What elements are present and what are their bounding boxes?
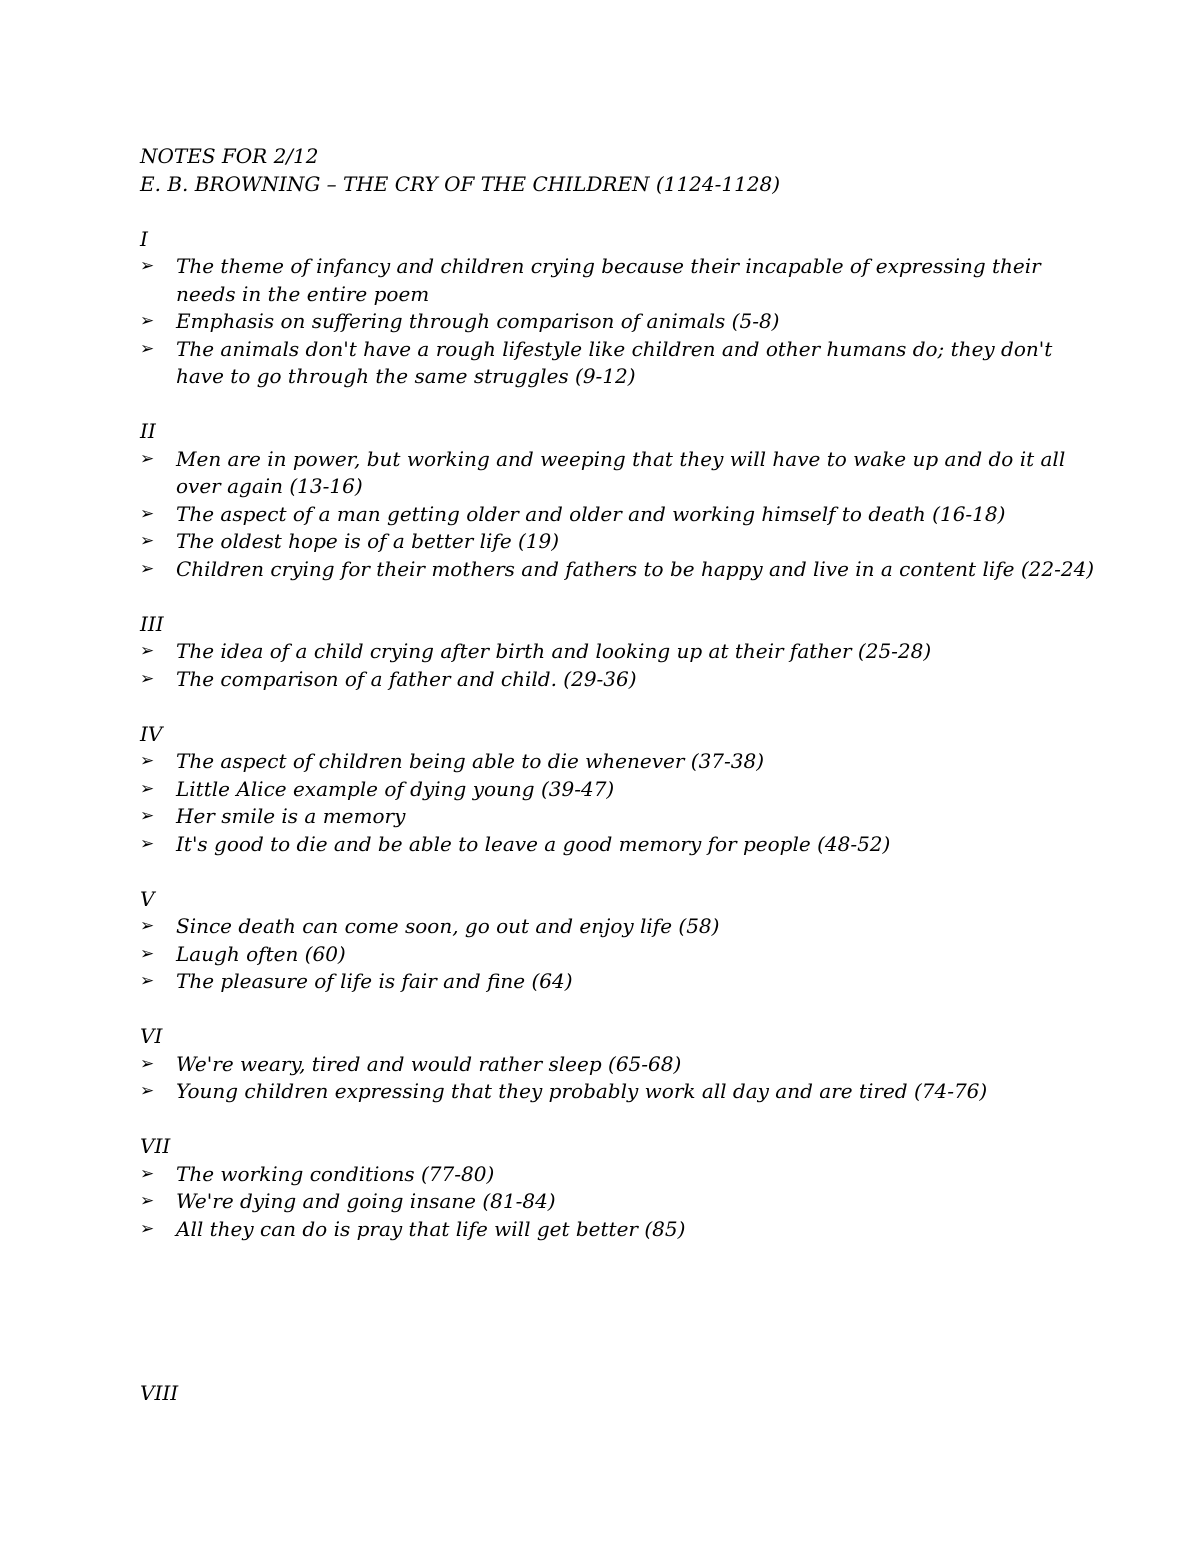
bullet-text: We're weary, tired and would rather sleep (65-68) (176, 1051, 682, 1076)
bullet-text: The theme of infancy and children crying because their incapable of expressing their needs in the entire poem (176, 254, 1041, 306)
list-item (140, 501, 1100, 529)
bullet-text: The idea of a child crying after birth and looking up at their father (25-28) (176, 639, 932, 663)
list-item (140, 1078, 1100, 1106)
section-label: III (140, 611, 164, 636)
arrowhead-bullet-icon: ➢ (140, 1163, 155, 1184)
list-item (140, 336, 1100, 391)
poem-title-heading: E. B. BROWNING – THE CRY OF THE CHILDREN (1124-1128) (140, 171, 781, 196)
stanza-section (140, 418, 1100, 583)
list-item (140, 968, 1100, 996)
arrowhead-bullet-icon: ➢ (140, 778, 155, 799)
stanza-section (140, 886, 1100, 996)
list-item (140, 308, 1100, 336)
bullet-text: The comparison of a father and child. (29-36) (176, 666, 637, 691)
bullet-text: All they can do is pray that life will get better (85) (176, 1216, 686, 1241)
section-label-viii: VIII (140, 1381, 179, 1405)
arrowhead-bullet-icon: ➢ (140, 916, 155, 936)
arrowhead-bullet-icon: ➢ (140, 971, 155, 991)
bullet-text: The aspect of children being able to die whenever (37-38) (176, 749, 765, 773)
list-item (140, 776, 1100, 804)
stanza-section (140, 1133, 1100, 1243)
arrowhead-bullet-icon: ➢ (140, 833, 155, 854)
arrowhead-bullet-icon: ➢ (140, 558, 155, 579)
list-item (140, 748, 1100, 776)
list-item (140, 831, 1100, 859)
stanza-sections (140, 226, 1100, 1244)
bullet-text: The aspect of a man getting older and older and working himself to death (16-18) (176, 501, 1006, 526)
bullet-text: The working conditions (77-80) (176, 1161, 495, 1186)
bullet-list (140, 446, 1100, 584)
bullet-list (140, 1161, 1100, 1244)
list-item (140, 803, 1100, 831)
list-item (140, 528, 1100, 556)
list-item (140, 666, 1100, 694)
bullet-text: Little Alice example of dying young (39-47) (176, 776, 615, 801)
list-item (140, 446, 1100, 501)
section-label: II (140, 419, 156, 443)
arrowhead-bullet-icon: ➢ (140, 751, 155, 771)
arrowhead-bullet-icon: ➢ (140, 503, 155, 524)
bullet-list (140, 1051, 1100, 1106)
bullet-text: Her smile is a memory (176, 804, 406, 828)
bullet-text: Men are in power, but working and weeping that they will have to wake up and do it all over again (13-16) (176, 446, 1066, 498)
list-item (140, 253, 1100, 308)
bullet-text: Young children expressing that they probably work all day and are tired (74-76) (176, 1079, 988, 1103)
arrowhead-bullet-icon: ➢ (140, 448, 155, 469)
stanza-section (140, 1023, 1100, 1106)
arrowhead-bullet-icon: ➢ (140, 1081, 155, 1101)
section-label: VI (140, 1024, 163, 1048)
stanza-section (140, 226, 1100, 391)
notes-date-heading: NOTES FOR 2/12 (140, 144, 319, 168)
list-item (140, 556, 1100, 584)
section-label: V (140, 886, 155, 911)
arrowhead-bullet-icon: ➢ (140, 943, 155, 964)
arrowhead-bullet-icon: ➢ (140, 806, 155, 826)
stanza-section (140, 611, 1100, 694)
arrowhead-bullet-icon: ➢ (140, 311, 155, 331)
bullet-text: The pleasure of life is fair and fine (64) (176, 969, 573, 993)
list-item (140, 1051, 1100, 1079)
arrowhead-bullet-icon: ➢ (140, 1218, 155, 1239)
bullet-list (140, 253, 1100, 391)
bullet-list (140, 748, 1100, 858)
arrowhead-bullet-icon: ➢ (140, 1191, 155, 1211)
section-label: IV (140, 721, 163, 746)
list-item (140, 638, 1100, 666)
bullet-text: Laugh often (60) (176, 941, 346, 966)
bullet-text: The oldest hope is of a better life (19) (176, 529, 560, 553)
section-label: VII (140, 1134, 171, 1158)
arrowhead-bullet-icon: ➢ (140, 338, 155, 359)
section-label: I (140, 226, 148, 251)
arrowhead-bullet-icon: ➢ (140, 256, 155, 276)
bullet-text: It's good to die and be able to leave a good memory for people (48-52) (176, 831, 891, 856)
bullet-text: Emphasis on suffering through comparison of animals (5-8) (176, 309, 780, 333)
arrowhead-bullet-icon: ➢ (140, 1053, 155, 1074)
bullet-text: Children crying for their mothers and fathers to be happy and live in a content life (22-24) (176, 556, 1095, 581)
arrowhead-bullet-icon: ➢ (140, 531, 155, 551)
list-item (140, 913, 1100, 941)
list-item (140, 1216, 1100, 1244)
notes-body (140, 143, 1100, 1243)
stanza-section (140, 721, 1100, 859)
arrowhead-bullet-icon: ➢ (140, 641, 155, 661)
bullet-text: The animals don't have a rough lifestyle like children and other humans do; they don't have to go through the same struggles (9-12) (176, 336, 1053, 388)
list-item (140, 1188, 1100, 1216)
bullet-text: We're dying and going insane (81-84) (176, 1189, 556, 1213)
bullet-list (140, 913, 1100, 996)
bullet-text: Since death can come soon, go out and enjoy life (58) (176, 914, 720, 938)
list-item (140, 1161, 1100, 1189)
arrowhead-bullet-icon: ➢ (140, 668, 155, 689)
list-item (140, 941, 1100, 969)
bullet-list (140, 638, 1100, 693)
